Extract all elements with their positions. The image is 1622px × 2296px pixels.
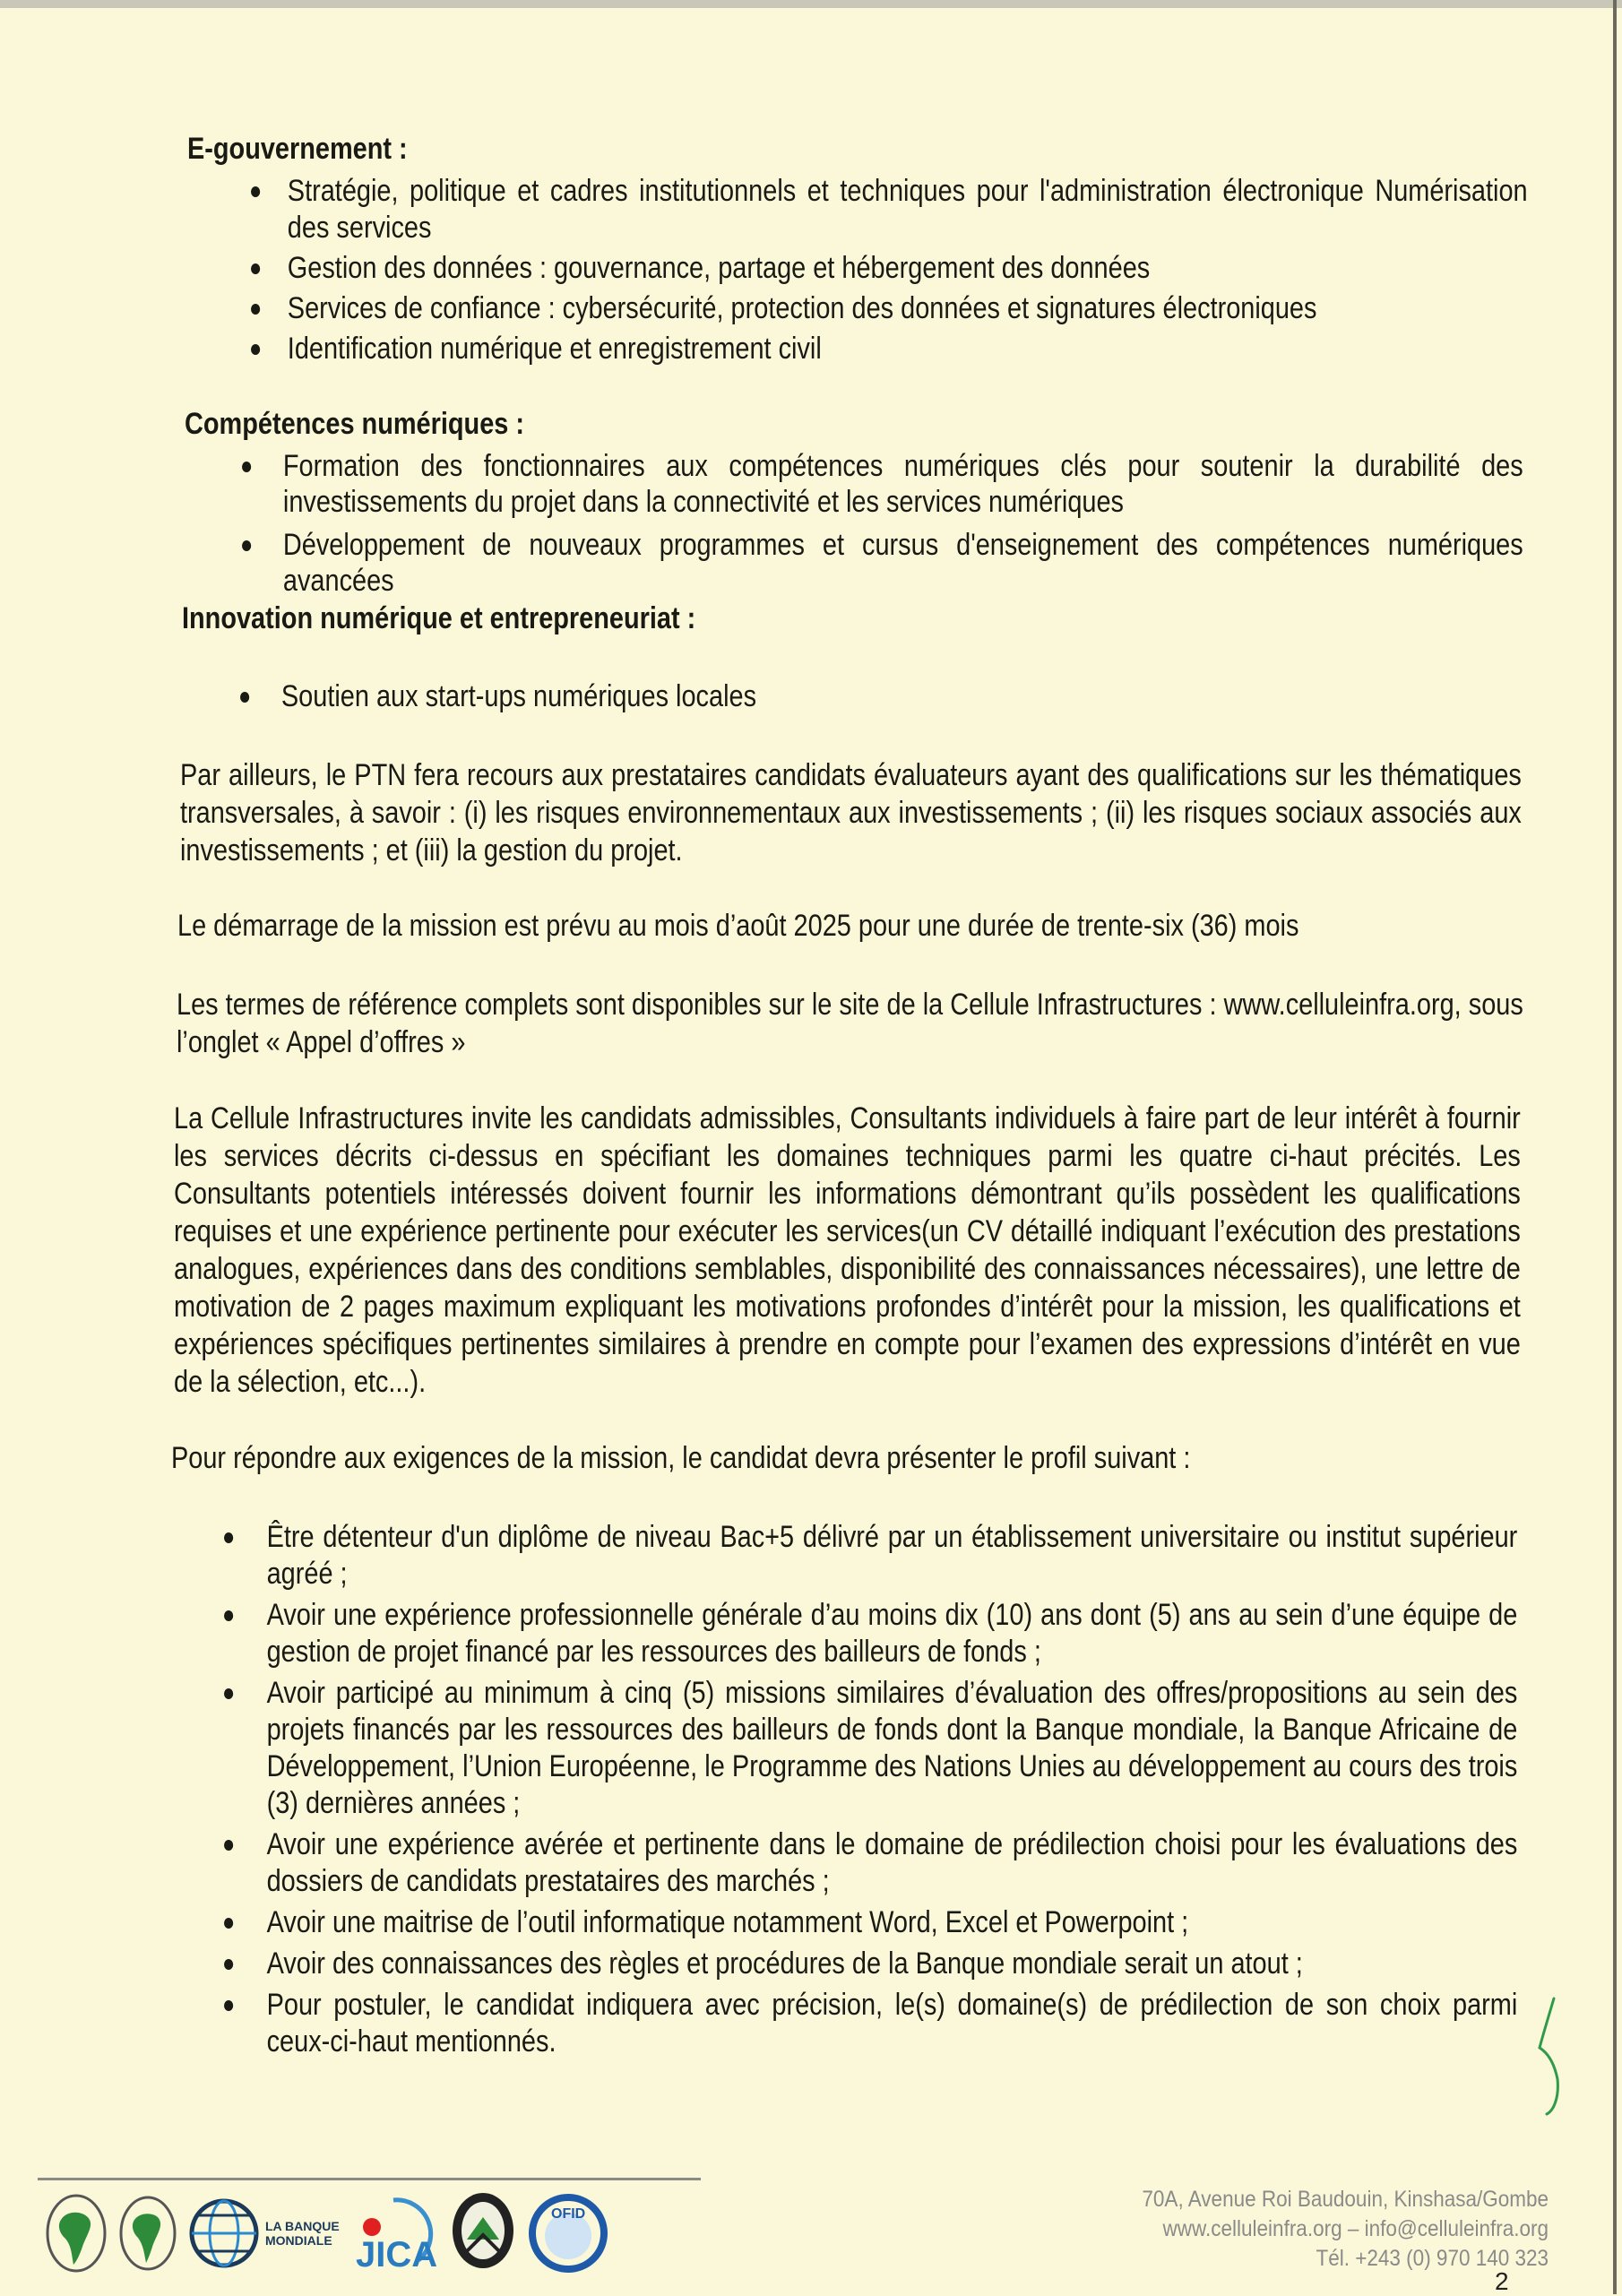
bullet-icon	[242, 540, 251, 551]
list-item	[224, 1987, 1517, 2060]
item-text: Avoir une expérience avérée et pertinente dans le domaine de prédilection choisi pour les évaluations des dossiers de candidats prestataires des marchés ;	[266, 1827, 1518, 1898]
list-item	[251, 290, 1528, 327]
item-text: Avoir une maitrise de l’outil informatique notamment Word, Excel et Powerpoint ;	[266, 1905, 1189, 1939]
jica-logo-icon	[349, 2193, 438, 2274]
item-text: Gestion des données : gouvernance, partage et hébergement des données	[287, 251, 1151, 285]
bullet-icon	[240, 692, 249, 703]
item-text: Identification numérique et enregistrement civil	[287, 332, 822, 366]
item-text: Développement de nouveaux programmes et cursus d'enseignement des compétences numériques avancées	[282, 528, 1523, 598]
list-egov	[251, 173, 1528, 367]
footer-contact	[1142, 2185, 1549, 2274]
list-item	[251, 173, 1528, 246]
bullet-icon	[224, 1610, 233, 1621]
world-bank-logo-text: LA BANQUE MONDIALE	[265, 2218, 340, 2248]
item-text: Services de confiance : cybersécurité, protection des données et signatures électroniques	[287, 291, 1317, 325]
list-item	[251, 250, 1528, 287]
bullet-icon	[224, 1532, 233, 1543]
ofid-logo-icon	[528, 2193, 608, 2274]
paragraph-transversal: Par ailleurs, le PTN fera recours aux prestataires candidats évaluateurs ayant des qualifications sur les thématiques transversales, à savoir : (i) les risques environnementaux aux investissements ; (ii) les risques sociaux associés aux investissements ; et (iii) la gestion du projet.	[180, 758, 1522, 867]
bullet-icon	[251, 263, 260, 274]
footer-web-email: www.celluleinfra.org – info@celluleinfra.org	[1162, 2216, 1549, 2241]
bullet-icon	[251, 304, 260, 315]
list-item	[224, 1946, 1517, 1982]
bullet-icon	[224, 1959, 233, 1970]
bad-logo-icon	[45, 2193, 108, 2274]
list-item	[242, 527, 1523, 599]
footer-divider	[38, 2178, 701, 2180]
list-item	[224, 1826, 1517, 1900]
paragraph-invitation: La Cellule Infrastructures invite les candidats admissibles, Consultants individuels à faire part de leur intérêt à fournir les services décrits ci-dessus en spécifiant les domaines techniques parmi les quatre ci-haut précités. Les Consultants potentiels intéressés doivent fournir les informations démontrant qu’ils possèdent les qualifications requises et une expérience pertinente pour exécuter les services(un CV détaillé indiquant l’exécution des prestations analogues, expériences dans des conditions semblables, disponibilité des connaissances nécessaires), une lettre de motivation de 2 pages maximum expliquant les motivations profondes d’intérêt pour la mission, les qualifications et expériences spécifiques pertinentes similaires à prendre en compte pour l’examen des expressions d’intérêt en vue de la sélection, etc...).	[174, 1101, 1521, 1399]
paragraph-terms: Les termes de référence complets sont disponibles sur le site de la Cellule Infrastructures : www.celluleinfra.org, sous l’onglet « Appel d’offres »	[177, 988, 1523, 1059]
heading-innovation: Innovation numérique et entrepreneuriat :	[182, 601, 696, 635]
bullet-icon	[251, 186, 260, 197]
paragraph-profile-intro: Pour répondre aux exigences de la mission, le candidat devra présenter le profil suivant :	[171, 1441, 1191, 1475]
item-text: Avoir une expérience professionnelle générale d’au moins dix (10) ans dont (5) ans au sein d’une équipe de gestion de projet financé par les ressources des bailleurs de fonds ;	[266, 1598, 1518, 1669]
item-text: Avoir participé au minimum à cinq (5) missions similaires d’évaluation des offres/propositions au sein des projets financés par les ressources des bailleurs de fonds dont la Banque mondiale, la Banque Africaine de Développement, l’Union Européenne, le Programme des Nations Unies au développement au cours des trois (3) dernières années ;	[266, 1676, 1518, 1820]
list-item	[224, 1519, 1517, 1593]
globe-icon	[188, 2193, 260, 2274]
list-item	[240, 678, 1522, 715]
list-item	[224, 1597, 1517, 1670]
item-text: Être détenteur d'un diplôme de niveau Bac+5 délivré par un établissement universitaire ou institut supérieur agréé ;	[266, 1520, 1518, 1591]
bullet-icon	[224, 1840, 233, 1851]
list-item	[224, 1904, 1517, 1941]
bullet-icon	[242, 462, 251, 472]
item-text: Pour postuler, le candidat indiquera avec précision, le(s) domaine(s) de prédilection de son choix parmi ceux-ci-haut mentionnés.	[266, 1988, 1518, 2059]
footer-address: 70A, Avenue Roi Baudouin, Kinshasa/Gombe	[1142, 2187, 1549, 2212]
footer-phone: Tél. +243 (0) 970 140 323	[1316, 2246, 1549, 2271]
handwritten-initial-mark	[1523, 1994, 1577, 2119]
world-bank-logo	[188, 2193, 340, 2274]
badea-logo-icon	[447, 2190, 519, 2275]
fad-logo-icon	[116, 2193, 179, 2274]
list-item	[224, 1675, 1517, 1822]
bullet-icon	[251, 344, 260, 355]
heading-egov: E-gouvernement :	[187, 132, 408, 166]
item-text: Formation des fonctionnaires aux compétences numériques clés pour soutenir la durabilité des investissements du projet dans la connectivité et les services numériques	[282, 449, 1523, 519]
partner-logos	[45, 2190, 608, 2275]
heading-skills: Compétences numériques :	[185, 407, 525, 441]
item-text: Soutien aux start-ups numériques locales	[280, 679, 757, 713]
page-number: 2	[1495, 2267, 1509, 2295]
svg-text:OFID: OFID	[550, 2205, 585, 2222]
paragraph-start-date: Le démarrage de la mission est prévu au mois d’août 2025 pour une durée de trente-six (36) mois	[177, 909, 1299, 943]
item-text: Stratégie, politique et cadres institutionnels et techniques pour l'administration électronique Numérisation des services	[287, 174, 1528, 245]
item-text: Avoir des connaissances des règles et procédures de la Banque mondiale serait un atout ;	[266, 1946, 1303, 1981]
list-item	[251, 331, 1528, 367]
scan-right-edge	[1613, 0, 1617, 2294]
scan-top-edge	[0, 0, 1622, 8]
svg-text:JICA: JICA	[355, 2234, 437, 2274]
list-skills	[242, 448, 1523, 599]
list-item	[242, 448, 1523, 520]
bullet-icon	[224, 1918, 233, 1929]
list-innovation	[240, 678, 1522, 715]
bullet-icon	[224, 2000, 233, 2011]
bullet-icon	[224, 1688, 233, 1699]
list-profile	[224, 1519, 1517, 2060]
